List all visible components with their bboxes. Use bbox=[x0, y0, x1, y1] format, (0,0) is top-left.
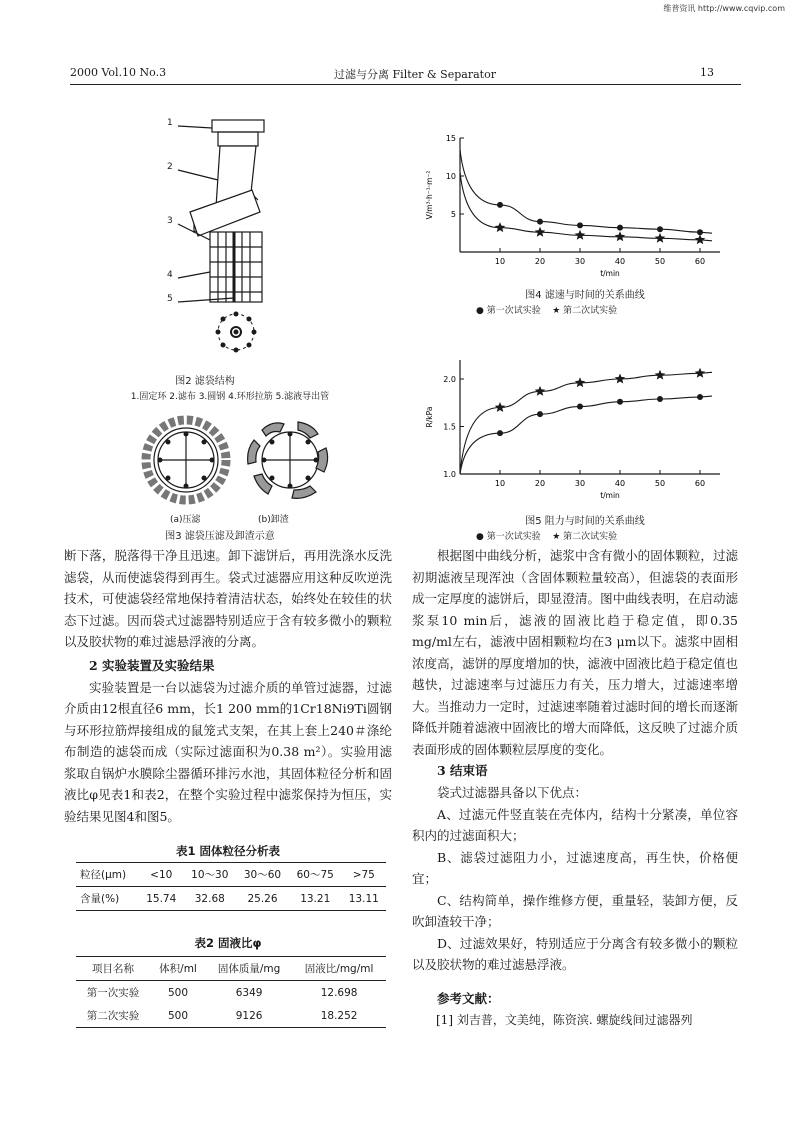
fig4-x-tick-label: 30 bbox=[574, 257, 586, 266]
fig5-series-1-point bbox=[697, 394, 703, 400]
table-cell: 18.252 bbox=[320, 1009, 358, 1022]
advantage-b: B、滤袋过滤阻力小，过滤速度高，再生快，价格便宜； bbox=[412, 849, 738, 886]
table2-title: 表2 固液比φ bbox=[194, 936, 262, 950]
journal-volume: 2000 Vol.10 No.3 bbox=[70, 66, 167, 79]
fig4-x-tick-label: 40 bbox=[614, 257, 626, 266]
fig4-y-tick-label: 5 bbox=[450, 210, 456, 219]
reference-1: [1] 刘吉普，文美纯，陈资滨. 螺旋线间过滤器列 bbox=[436, 1012, 693, 1027]
table2 bbox=[76, 956, 386, 1028]
legend-star-icon: ★ bbox=[552, 306, 561, 316]
fig4-caption: 图4 滤速与时间的关系曲线 bbox=[525, 290, 645, 301]
table-cell: 9126 bbox=[235, 1009, 263, 1022]
table-cell: 500 bbox=[167, 1009, 189, 1022]
fig2-label-1: 1 bbox=[167, 118, 173, 128]
fig2-label-5: 5 bbox=[167, 294, 173, 304]
table-header: 项目名称 bbox=[92, 963, 135, 975]
table-row bbox=[76, 863, 386, 887]
fig5-series-1-point bbox=[577, 404, 583, 410]
fig5-series-2-point bbox=[575, 377, 585, 387]
table-header: 固液比/mg/ml bbox=[304, 963, 374, 975]
legend-dot-icon: ● bbox=[476, 532, 484, 542]
fig4-x-tick-label: 20 bbox=[534, 257, 546, 266]
fig2-label-4: 4 bbox=[167, 270, 173, 280]
fig5-legend-2: 第二次试实验 bbox=[563, 532, 618, 542]
fig3-drawing bbox=[140, 412, 340, 508]
fig3-sub-a: (a)压滤 bbox=[170, 515, 201, 525]
table-header: 固体质量/mg bbox=[217, 963, 281, 975]
header-rule bbox=[70, 84, 741, 85]
fig4-series-2-point bbox=[575, 230, 585, 240]
fig5-series-1-point bbox=[657, 396, 663, 402]
section-3-heading: 3 结束语 bbox=[437, 763, 488, 778]
left-paragraph-2: 实验装置是一台以滤袋为过滤介质的单管过滤器，过滤介质由12根直径6 mm，长1 200 mm的1Cr18Ni9Ti圆钢与环形拉筋焊接组成的鼠笼式支架，在其上套上240＃涤纶布制造的滤袋而成（实际过滤面积为0.38 m²）。实验用滤浆取自锅炉水膜除尘器循环排污水池，其固体粒径分析和固液比φ见表1和表2，在整个实验过程中滤浆保持为恒压，实验结果见图4和图5。 bbox=[64, 679, 392, 824]
fig4-legend bbox=[476, 303, 716, 316]
fig5-series-2-point bbox=[655, 370, 665, 380]
fig5-y-label: R/kPa bbox=[425, 406, 434, 428]
table-cell: 13.21 bbox=[300, 892, 331, 905]
fig5-y-tick-label: 1.0 bbox=[443, 470, 456, 479]
left-paragraph-1: 断下落，脱落得干净且迅速。卸下滤饼后，再用洗涤水反洗滤袋，从而使滤袋得到再生。袋式过滤器应用这种反吹逆洗技术，可使滤袋经常地保持着清洁状态，始终处在较佳的状态下过滤。因而袋式过滤器特别适应于含有较多微小的颗粒以及胶状物的难过滤悬浮液的分离。 bbox=[64, 548, 392, 649]
fig4-y-tick-label: 10 bbox=[445, 172, 456, 181]
table-cell: 30～60 bbox=[243, 869, 282, 881]
advantage-d: D、过滤效果好，特别适应于分离含有较多微小的颗粒以及胶状物的难过滤悬浮液。 bbox=[412, 935, 738, 972]
fig5-series-2-point bbox=[495, 402, 505, 412]
fig5-series-1-point bbox=[617, 399, 623, 405]
fig5-legend-1: 第一次试实验 bbox=[486, 532, 541, 542]
fig4-series-1-point bbox=[657, 226, 663, 232]
fig5-legend bbox=[476, 529, 716, 542]
fig5-series-1-point bbox=[497, 430, 503, 436]
legend-dot-icon: ● bbox=[476, 306, 484, 316]
fig4-y-label: V/m³·h⁻¹·m⁻² bbox=[425, 170, 434, 220]
table-cell: <10 bbox=[150, 868, 173, 881]
fig3-sub-b: (b)卸渣 bbox=[258, 515, 289, 525]
fig5-x-label: t/min bbox=[600, 491, 620, 500]
chart-fig4 bbox=[420, 130, 740, 280]
fig3-caption: 图3 滤袋压滤及卸渣示意 bbox=[165, 531, 275, 542]
fig5-series-2-line bbox=[460, 372, 712, 474]
fig4-y-tick-label: 15 bbox=[445, 134, 456, 143]
section-2-heading: 2 实验装置及实验结果 bbox=[89, 657, 215, 673]
fig5-x-tick-label: 50 bbox=[654, 479, 666, 488]
fig4-legend-2: 第二次试实验 bbox=[563, 306, 618, 316]
fig4-legend-1: 第一次试实验 bbox=[486, 306, 541, 316]
table-cell: 32.68 bbox=[194, 892, 225, 905]
table-cell: 25.26 bbox=[247, 892, 278, 905]
fig2-legend: 1.固定环 2.滤布 3.圆钢 4.环形拉筋 5.滤液导出管 bbox=[130, 392, 330, 402]
right-paragraph-1: 根据图中曲线分析，滤浆中含有微小的固体颗粒，过滤初期滤液呈现浑浊（含固体颗粒量较高），但滤袋的表面形成一定厚度的滤饼后，即显澄清。图中曲线表明，在启动滤浆泵10 min后，滤液的固液比趋于稳定值，即0.35 mg/ml左右，滤液中固相颗粒均在3 μm以下。滤浆中固相浓度高，滤饼的厚度增加的快，滤液中固液比趋于稳定值也越快，过滤速率与过滤压力有关，压力增大，过滤速率增大。当推动力一定时，过滤速率随着过滤时间的增长而逐渐降低并随着滤液中固液比的增大而降低，这反映了过滤介质表面形成的固体颗粒层厚度的变化。 bbox=[412, 548, 738, 757]
watermark: 维普资讯 http://www.cqvip.com bbox=[663, 4, 785, 13]
table-header: 体积/ml bbox=[159, 963, 197, 975]
fig4-series-1-point bbox=[617, 225, 623, 231]
fig4-series-1-point bbox=[577, 222, 583, 228]
table1-title: 表1 固体粒径分析表 bbox=[175, 844, 280, 858]
page-number: 13 bbox=[700, 66, 714, 79]
fig5-y-tick-label: 2.0 bbox=[443, 375, 456, 384]
fig2-caption: 图2 滤袋结构 bbox=[175, 376, 235, 387]
table-cell: 15.74 bbox=[146, 892, 177, 905]
fig4-x-label: t/min bbox=[600, 269, 620, 278]
fig5-x-tick-label: 30 bbox=[574, 479, 586, 488]
fig4-x-tick-label: 10 bbox=[494, 257, 506, 266]
table-cell: 60～75 bbox=[296, 869, 334, 881]
chart-fig5 bbox=[420, 352, 740, 502]
fig5-x-tick-label: 40 bbox=[614, 479, 626, 488]
fig4-series-1-point bbox=[497, 202, 503, 208]
fig5-y-tick-label: 1.5 bbox=[443, 422, 456, 432]
fig4-x-tick-label: 60 bbox=[694, 257, 706, 266]
fig4-x-tick-label: 50 bbox=[654, 257, 666, 266]
table1 bbox=[76, 862, 386, 911]
table-cell: 500 bbox=[167, 986, 189, 999]
table-cell: 6349 bbox=[235, 986, 263, 999]
fig4-series-2-point bbox=[615, 231, 625, 241]
references-heading: 参考文献： bbox=[437, 990, 500, 1006]
table1-row2-label: 含量(%) bbox=[80, 893, 120, 905]
fig4-series-2-point bbox=[535, 227, 545, 237]
fig2-label-3: 3 bbox=[167, 216, 173, 226]
table-cell: 第一次实验 bbox=[86, 987, 140, 999]
table-cell: 10～30 bbox=[191, 869, 229, 881]
table-row bbox=[76, 957, 386, 981]
fig5-x-tick-label: 20 bbox=[534, 479, 546, 488]
table-cell: 第二次实验 bbox=[86, 1010, 140, 1022]
right-paragraph-2: 袋式过滤器具备以下优点： bbox=[437, 785, 588, 800]
fig5-series-2-point bbox=[535, 386, 545, 396]
fig2-label-2: 2 bbox=[167, 162, 173, 172]
table-cell: 13.11 bbox=[348, 892, 379, 905]
table1-row1-label: 粒径(μm) bbox=[80, 869, 127, 881]
fig5-series-2-point bbox=[615, 374, 625, 384]
advantage-c: C、结构简单，操作维修方便，重量轻，装卸方便，反吹卸渣较干净； bbox=[412, 892, 738, 929]
fig5-caption: 图5 阻力与时间的关系曲线 bbox=[525, 516, 645, 527]
journal-title: 过滤与分离 Filter & Separator bbox=[334, 68, 496, 81]
table-row bbox=[76, 887, 386, 911]
fig4-series-2-point bbox=[655, 233, 665, 243]
fig4-series-1-line bbox=[460, 149, 712, 233]
fig4-series-2-point bbox=[495, 222, 505, 232]
advantage-a: A、过滤元件竖直装在壳体内，结构十分紧凑，单位容积内的过滤面积大； bbox=[412, 806, 738, 843]
fig5-series-1-point bbox=[537, 411, 543, 417]
fixing-ring bbox=[212, 120, 264, 132]
fig5-x-tick-label: 60 bbox=[694, 479, 706, 488]
fig2-drawing bbox=[160, 112, 310, 362]
fig5-x-tick-label: 10 bbox=[494, 479, 506, 488]
fig4-series-2-point bbox=[695, 234, 705, 244]
fig4-series-1-point bbox=[537, 219, 543, 225]
table-cell: >75 bbox=[352, 868, 375, 881]
table-row bbox=[76, 981, 386, 1005]
legend-star-icon: ★ bbox=[552, 532, 561, 542]
fig5-series-2-point bbox=[695, 368, 705, 378]
table-cell: 12.698 bbox=[320, 986, 358, 999]
table-row bbox=[76, 1004, 386, 1028]
